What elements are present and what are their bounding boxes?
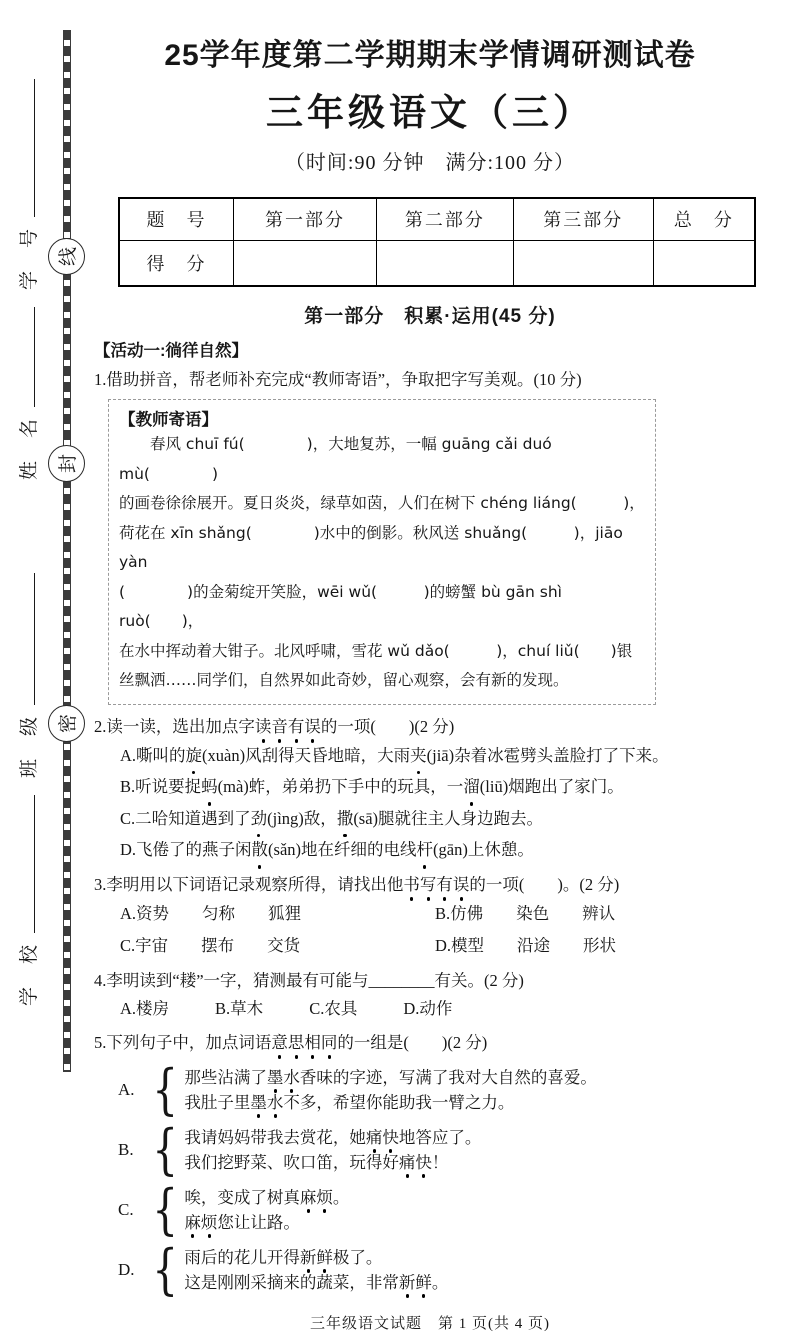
question-1-stem: 1.借助拼音，帮老师补充完成“教师寄语”，争取把字写美观。(10 分)	[94, 370, 582, 389]
score-table	[118, 197, 756, 287]
class-blank	[15, 573, 35, 705]
exam-paper	[94, 30, 766, 1333]
option-sentence: 我请妈妈带我去赏花，她痛快地答应了。	[184, 1125, 481, 1150]
seal-margin	[0, 0, 94, 1122]
seal-char-mi	[48, 705, 85, 742]
score-table-header-row	[119, 198, 755, 240]
brace-glyph: {	[152, 1237, 179, 1301]
score-cell-total	[653, 240, 755, 286]
seal-char-feng	[48, 445, 85, 482]
teacher-message-line: 荷花在 xīn shǎng( )水中的倒影。秋风送 shuǎng( )，jiāo yàn	[119, 523, 623, 571]
student-number-field	[14, 79, 41, 290]
score-header-cell: 总 分	[653, 198, 755, 240]
question-3-stem: 3.李明用以下词语记录观察所得，请找出他书写有误的一项( )。(2 分)	[94, 871, 766, 898]
question-3-option-b: B.仿佛 染色 辨认	[435, 903, 616, 923]
teacher-message-line: 春风 chuī fú( )，大地复苏，一幅 guāng cǎi duó mù( )	[119, 435, 552, 483]
class-field	[14, 573, 41, 778]
option-sentence: 这是刚刚采摘来的蔬菜，非常新鲜。	[184, 1270, 448, 1295]
question-3-options	[120, 898, 766, 962]
exam-title: 25学年度第二学期期末学情调研测试卷	[164, 39, 696, 72]
question-2-stem: 2.读一读，选出加点字读音有误的一项( )(2 分)	[94, 713, 766, 740]
seal-dashed-line	[63, 30, 71, 1072]
score-cell-part1	[233, 240, 376, 286]
exam-time-score-info: （时间:90 分钟 满分:100 分）	[284, 152, 576, 174]
question-4-option-d: D.动作	[403, 998, 453, 1018]
question-2-options	[120, 740, 766, 866]
teacher-message-title: 【教师寄语】	[119, 411, 218, 429]
brace-glyph: {	[152, 1057, 179, 1121]
question-5-option-d	[118, 1237, 766, 1301]
score-header-cell: 第一部分	[233, 198, 376, 240]
question-5-option-a	[118, 1057, 766, 1121]
class-label: 班 级	[19, 714, 40, 778]
score-cell-part2	[377, 240, 514, 286]
brace-glyph: {	[152, 1117, 179, 1181]
question-4-options	[120, 994, 766, 1024]
seal-char-label: 密	[57, 713, 79, 734]
student-name-blank	[15, 307, 35, 407]
score-table-score-row	[119, 240, 755, 286]
question-2-option-a: A.嘶叫的旋(xuàn)风刮得天昏地暗，大雨夹(jiā)杂着冰雹劈头盖脸打了下来。	[120, 740, 766, 772]
school-blank	[15, 795, 35, 933]
question-2-option-b: B.听说要捉蚂(mà)蚱，弟弟扔下手中的玩具，一溜(liū)烟跑出了家门。	[120, 771, 766, 803]
student-name-label: 姓 名	[19, 416, 40, 480]
seal-char-label: 封	[57, 453, 79, 474]
teacher-message-line: 丝飘洒……同学们，自然界如此奇妙，留心观察，会有新的发现。	[119, 671, 569, 689]
seal-char-label: 线	[57, 246, 79, 267]
brace-glyph: {	[152, 1177, 179, 1241]
activity1-heading: 【活动一:徜徉自然】	[94, 342, 248, 360]
question-2-option-c: C.二哈知道遇到了劲(jìng)敌，撒(sā)腿就往主人身边跑去。	[120, 803, 766, 835]
question-5-stem: 5.下列句子中，加点词语意思相同的一组是( )(2 分)	[94, 1029, 766, 1056]
option-sentence: 那些沾满了墨水香味的字迹，写满了我对大自然的喜爱。	[184, 1065, 597, 1090]
option-sentence: 唉，变成了树真麻烦。	[184, 1185, 349, 1210]
section1-heading: 第一部分 积累·运用(45 分)	[304, 306, 556, 327]
question-4-stem: 4.李明读到“耧”一字，猜测最有可能与________有关。(2 分)	[94, 970, 524, 990]
teacher-message-line: ( )的金菊绽开笑脸，wēi wǔ( )的螃蟹 bù gān shì ruò( )，	[119, 582, 562, 630]
teacher-message-box	[108, 399, 656, 705]
score-cell-part3	[513, 240, 653, 286]
question-5-option-b	[118, 1117, 766, 1181]
question-3-option-d: D.模型 沿途 形状	[435, 935, 617, 955]
seal-char-line	[48, 238, 85, 275]
option-letter: C.	[118, 1199, 134, 1219]
option-sentence: 麻烦您让让路。	[184, 1210, 349, 1235]
option-sentence: 我肚子里墨水不多，希望你能助我一臂之力。	[184, 1090, 597, 1115]
option-letter: D.	[118, 1259, 135, 1279]
question-5-option-c	[118, 1177, 766, 1241]
page-footer: 三年级语文试题 第 1 页(共 4 页)	[310, 1315, 550, 1332]
option-letter: B.	[118, 1139, 134, 1159]
score-row-label: 得 分	[119, 240, 233, 286]
score-header-cell: 题 号	[119, 198, 233, 240]
score-header-cell: 第三部分	[513, 198, 653, 240]
teacher-message-line: 的画卷徐徐展开。夏日炎炎，绿草如茵，人们在树下 chéng liáng( )，	[119, 494, 645, 512]
option-sentence: 我们挖野菜、吹口笛，玩得好痛快！	[184, 1150, 481, 1175]
school-field	[14, 795, 41, 1006]
question-3-option-c: C.宇宙 摆布 交货	[120, 935, 301, 955]
option-sentence: 雨后的花儿开得新鲜极了。	[184, 1245, 448, 1270]
student-number-blank	[15, 79, 35, 217]
score-header-cell: 第二部分	[377, 198, 514, 240]
option-letter: A.	[118, 1079, 135, 1099]
question-3-option-a: A.资势 匀称 狐狸	[120, 903, 302, 923]
question-4-option-c: C.农具	[309, 998, 358, 1018]
school-label: 学 校	[19, 942, 40, 1006]
student-name-field	[14, 307, 41, 480]
student-number-label: 学 号	[19, 226, 40, 290]
question-2-option-d: D.飞倦了的燕子闲散(sǎn)地在纤细的电线杆(gān)上休憩。	[120, 834, 766, 866]
exam-subtitle: 三年级语文（三）	[266, 93, 594, 134]
question-4-option-a: A.楼房	[120, 998, 170, 1018]
question-4-option-b: B.草木	[215, 998, 264, 1018]
teacher-message-line: 在水中挥动着大钳子。北风呼啸，雪花 wǔ dǎo( )，chuí liǔ( )银	[119, 641, 633, 660]
